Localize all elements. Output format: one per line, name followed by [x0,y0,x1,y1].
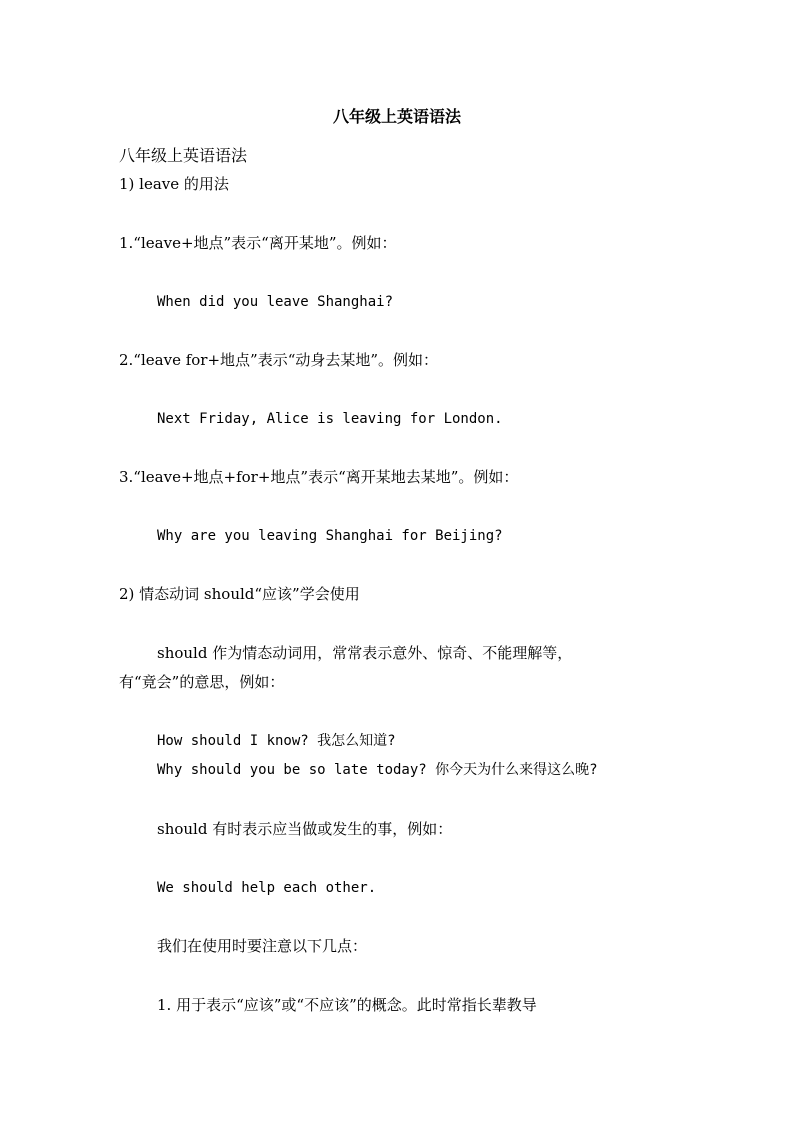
section2-para1-line1: should 作为情态动词用，常常表示意外、惊奇、不能理解等， [157,644,573,662]
section1-example2: Next Friday, Alice is leaving for London. [157,411,503,427]
section1-item3: 3.“leave+地点+for+地点”表示“离开某地去某地”。例如： [119,468,519,486]
section2-point1: 1. 用于表示“应该”或“不应该”的概念。此时常指长辈教导 [157,996,537,1014]
section1-example3: Why are you leaving Shanghai for Beijing? [157,528,503,544]
section2-example1: How should I know? 我怎么知道? [157,733,396,749]
section2-example2: Why should you be so late today? 你今天为什么来得这么晚? [157,762,598,778]
section2-para1-line2: 有“竟会”的意思，例如： [119,673,285,691]
section2-para3: 我们在使用时要注意以下几点： [157,937,368,955]
section2-heading: 2) 情态动词 should“应该”学会使用 [119,585,360,603]
section2-para2: should 有时表示应当做或发生的事，例如： [157,820,453,838]
section2-example3: We should help each other. [157,880,377,896]
document-title: 八年级上英语语法 [332,107,461,126]
document-subtitle: 八年级上英语语法 [119,146,248,165]
section1-item2: 2.“leave for+地点”表示“动身去某地”。例如： [119,351,439,369]
section1-heading: 1) leave 的用法 [119,175,229,193]
section1-example1: When did you leave Shanghai? [157,294,394,310]
section1-item1: 1.“leave+地点”表示“离开某地”。例如： [119,234,397,252]
